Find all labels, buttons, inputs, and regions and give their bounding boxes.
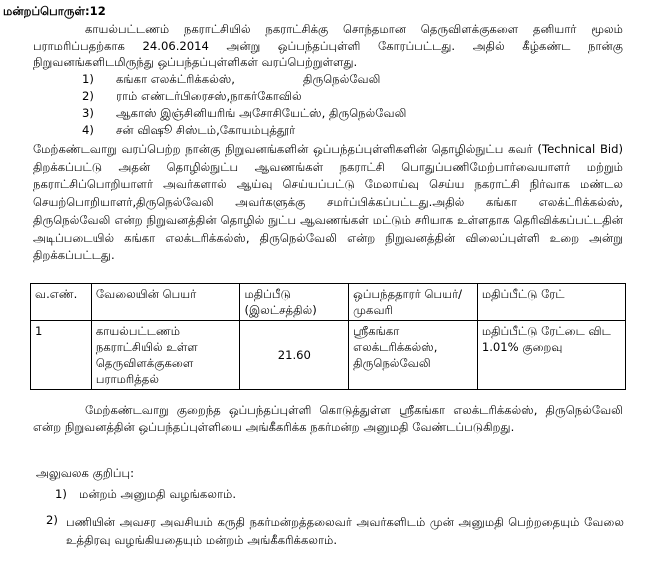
header-rate: மதிப்பீட்டு ரேட் <box>477 284 625 321</box>
page-heading: மன்றப்பொருள்:12 <box>3 4 106 18</box>
note-number: 2) <box>46 513 58 527</box>
header-estimate: மதிப்பீடு (இலட்சத்தில்) <box>240 284 349 321</box>
office-note-label: அலுவலக குறிப்பு: <box>36 466 135 480</box>
table-row <box>31 321 626 390</box>
note-number: 1) <box>55 487 67 501</box>
note-text: பணியின் அவசர அவசியம் கருதி நகர்மன்றத்தலைவர் அவர்களிடம் முன் அனுமதி பெற்றதையும் வேலை உத்திரவு வழங்கியதையும் மன்றம் அங்கீகரிக்கலாம். <box>66 515 624 547</box>
cell-sno: 1 <box>31 321 92 390</box>
bidder-number: 4) <box>82 123 94 137</box>
evaluation-paragraph: மேற்கண்டவாறு வரப்பெற்ற நான்கு நிறுவனங்களின் ஒப்பந்தப்புள்ளிகளின் தொழில்நுட்ப கவர் (Technical Bid) திறக்கப்பட்டு அதன் தொழில்நுட்ப ஆவணங்கள் நகராட்சி பொதுப்பணிமேற்பார்வையாளர் மற்றும் நகராட்சிப்பொறியாளர் அவர்களால் ஆய்வு செய்யப்பட்டு மேலாய்வு செய்ய நகராட்சி நிர்வாக மண்டல செயற்பொறியாளர்,திருநெல்வேலி அவர்களுக்கு சமர்ப்பிக்கப்பட்டது.அதில் கங்கா எலக்ட்ரிக்கல்ஸ், திருநெல்வேலி என்ற நிறுவனத்தின் தொழில் நுட்ப ஆவணங்கள் மட்டும் சரியாக உள்ளதாக தெரிவிக்கப்பட்டதின் அடிப்படையில் கங்கா எலக்டரிக்கல்ஸ், திருநெல்வேலி என்ற நிறுவனத்தின் விலைப்புள்ளி உறை அன்று திறக்கப்பட்டது. <box>33 142 623 263</box>
bidder-number: 2) <box>82 89 94 103</box>
cell-work: காயல்பட்டணம் நகராட்சியில் உள்ள தெருவிளக்குகளை பராமரித்தல் <box>91 321 240 390</box>
note-text: மன்றம் அனுமதி வழங்கலாம். <box>79 487 237 501</box>
bidder-name: ஆகாஸ் இஞ்சினியரிங் அசோசியேட்ஸ், திருநெல்வேலி <box>116 106 407 120</box>
bidder-number: 1) <box>82 72 94 86</box>
list-item <box>82 72 380 88</box>
list-item <box>82 106 406 122</box>
cell-contractor: ஸ்ரீகங்கா எலக்டரிக்கல்ஸ், திருநெல்வேலி <box>349 321 478 390</box>
header-contractor: ஒப்பந்ததாரர் பெயர்/முகவரி <box>349 284 478 321</box>
bidder-city: திருநெல்வேலி <box>303 72 381 86</box>
bid-table <box>30 283 626 390</box>
bidder-name: கங்கா எலக்ட்ரிக்கல்ஸ், <box>116 72 235 86</box>
bidder-number: 3) <box>82 106 94 120</box>
table-header-row <box>31 284 626 321</box>
header-sno: வ.எண். <box>31 284 92 321</box>
recommendation-paragraph: மேற்கண்டவாறு குறைந்த ஒப்பந்தப்புள்ளி கொடுத்துள்ள ஸ்ரீகங்கா எலக்டரிக்கல்ஸ், திருநெல்வேலி என்ற நிறுவனத்தின் ஒப்பந்தப்புள்ளியை அங்கீகரிக்க நகர்மன்ற அனுமதி வேண்டப்படுகிறது. <box>33 403 623 434</box>
cell-rate: மதிப்பீட்டு ரேட்டை விட 1.01% குறைவு <box>477 321 625 390</box>
note-item <box>55 487 236 503</box>
bidder-name: ராம் எண்டர்பிரைசஸ்,நாகர்கோவில் <box>116 89 302 103</box>
header-work: வேலையின் பெயர் <box>91 284 240 321</box>
intro-paragraph: காயல்பட்டணம் நகராட்சியில் நகராட்சிக்கு சொந்தமான தெருவிளக்குகளை தனியார் மூலம் பராமரிப்பதற்காக 24.06.2014 அன்று ஒப்பந்தப்புள்ளி கோரப்பட்டது. அதில் கீழ்கண்ட நான்கு நிறுவனங்களிடமிருந்து ஒப்பந்தப்புள்ளிகள் வரப்பெற்றுள்ளது. <box>33 22 623 69</box>
list-item <box>82 123 295 139</box>
bidder-name: சன் விஷூ சிஸ்டம்,கோயம்புத்தூர் <box>116 123 296 137</box>
cell-estimate: 21.60 <box>240 321 349 390</box>
list-item <box>82 89 302 105</box>
